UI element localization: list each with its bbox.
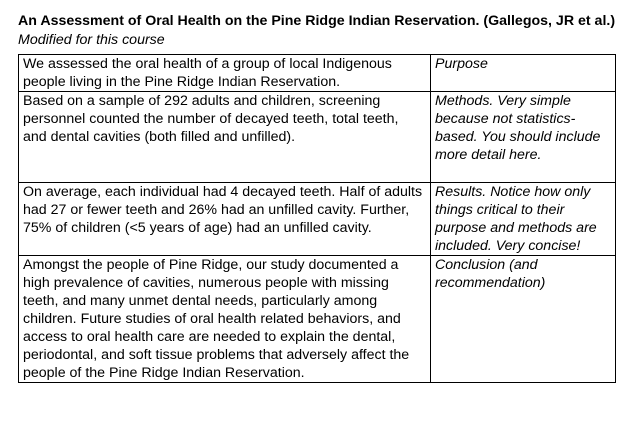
abstract-table (18, 54, 616, 383)
table-row-conclusion (19, 256, 616, 383)
annotation-cell: Methods. Very simple because not statistics-based. You should include more detail here. (431, 92, 616, 183)
abstract-text-cell: We assessed the oral health of a group of local Indigenous people living in the Pine Ridge Indian Reservation. (19, 55, 431, 92)
document-title: An Assessment of Oral Health on the Pine Ridge Indian Reservation. (Gallegos, JR et al.) (18, 13, 616, 29)
annotation-cell: Conclusion (and recommendation) (431, 256, 616, 383)
table-row-purpose (19, 55, 616, 92)
annotation-cell: Results. Notice how only things critical to their purpose and methods are included. Very concise! (431, 183, 616, 256)
document-subtitle: Modified for this course (18, 32, 165, 48)
abstract-text-cell: On average, each individual had 4 decayed teeth. Half of adults had 27 or fewer teeth and 26% had an unfilled cavity. Further, 75% of children (<5 years of age) had an unfilled cavity. (19, 183, 431, 256)
abstract-text-cell: Based on a sample of 292 adults and children, screening personnel counted the number of decayed teeth, total teeth, and dental cavities (both filled and unfilled). (19, 92, 431, 183)
table-row-results (19, 183, 616, 256)
annotation-cell: Purpose (431, 55, 616, 92)
abstract-text-cell: Amongst the people of Pine Ridge, our study documented a high prevalence of cavities, numerous people with missing teeth, and many unmet dental needs, particularly among children. Future studies of oral health related behaviors, and access to oral health care are needed to explain the dental, periodontal, and soft tissue problems that adversely affect the people of the Pine Ridge Indian Reservation. (19, 256, 431, 383)
document-page (18, 12, 618, 383)
table-row-methods (19, 92, 616, 183)
